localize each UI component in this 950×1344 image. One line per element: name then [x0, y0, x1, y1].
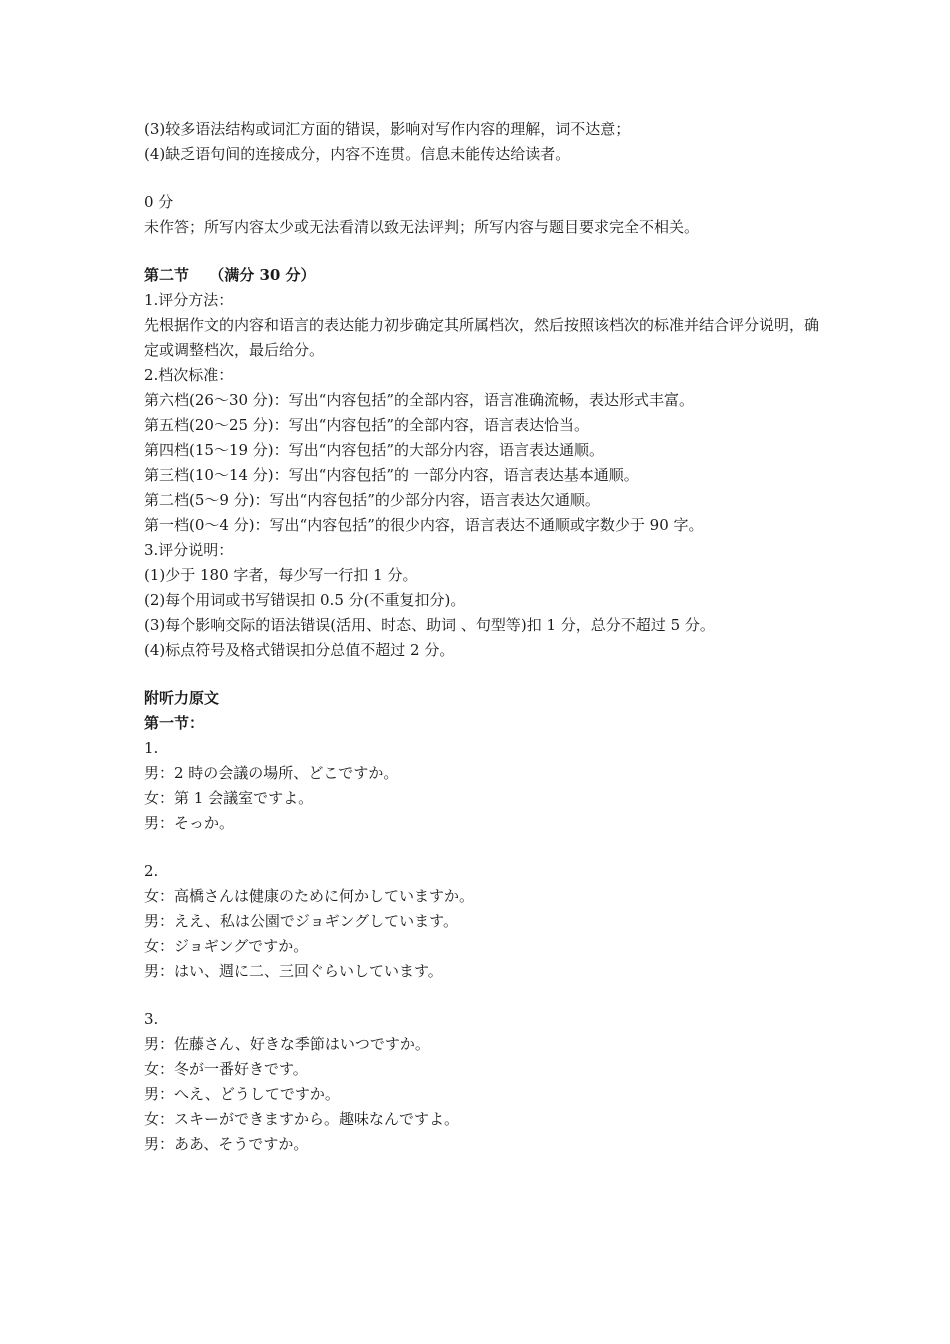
- dialogue-line: 女：スキーができますから。趣味なんですよ。: [144, 1110, 460, 1128]
- zero-score-desc: 未作答；所写内容太少或无法看清以致无法评判；所写内容与题目要求完全不相关。: [144, 218, 700, 236]
- note-2: (2)每个用词或书写错误扣 0.5 分(不重复扣分)。: [144, 591, 466, 609]
- note-1: (1)少于 180 字者，每少写一行扣 1 分。: [144, 566, 418, 584]
- document-page: [144, 117, 824, 1157]
- dialogue-3: [144, 1007, 824, 1157]
- levels-title: 2.档次标准：: [144, 366, 234, 384]
- level-3: 第三档(10～14 分)：写出“内容包括”的 一部分内容，语言表达基本通顺。: [144, 466, 639, 484]
- dialogue-line: 女：ジョギングですか。: [144, 937, 309, 955]
- zero-score-title: 0 分: [144, 193, 174, 211]
- section2-heading: 第二节 （满分 30 分）: [144, 266, 316, 284]
- dialogue-line: 男：はい、週に二、三回ぐらいしています。: [144, 962, 443, 980]
- level-5: 第五档(20～25 分)：写出“内容包括”的全部内容，语言表达恰当。: [144, 416, 589, 434]
- criteria-line-3: (3)较多语法结构或词汇方面的错误，影响对写作内容的理解，词不达意；: [144, 120, 631, 138]
- level-6: 第六档(26～30 分)：写出“内容包括”的全部内容，语言准确流畅，表达形式丰富。: [144, 391, 694, 409]
- dialogue-2: [144, 859, 824, 984]
- note-3: (3)每个影响交际的语法错误(活用、时态、助词 、句型等)扣 1 分，总分不超过 5 分。: [144, 616, 715, 634]
- dialogue-line: 女：第 1 会議室ですよ。: [144, 789, 314, 807]
- dialogue-1: [144, 736, 824, 836]
- criteria-line-4: (4)缺乏语句间的连接成分，内容不连贯。信息未能传达给读者。: [144, 145, 571, 163]
- method-title: 1.评分方法：: [144, 291, 234, 309]
- dialogue-line: 男：ああ、そうですか。: [144, 1135, 309, 1153]
- notes-title: 3.评分说明：: [144, 541, 234, 559]
- dialogue-line: 男：へえ、どうしてですか。: [144, 1085, 340, 1103]
- listening-section-title: 第一节：: [144, 714, 205, 732]
- listening-title: 附听力原文: [144, 689, 220, 707]
- dialogue-line: 男：佐藤さん、好きな季節はいつですか。: [144, 1035, 430, 1053]
- dialogue-line: 男：そっか。: [144, 814, 235, 832]
- dialogue-number: 1.: [144, 739, 159, 757]
- dialogue-line: 女：高橋さんは健康のために何かしていますか。: [144, 887, 475, 905]
- level-4: 第四档(15～19 分)：写出“内容包括”的大部分内容，语言表达通顺。: [144, 441, 604, 459]
- dialogue-line: 女：冬が一番好きです。: [144, 1060, 308, 1078]
- method-text: 先根据作文的内容和语言的表达能力初步确定其所属档次，然后按照该档次的标准并结合评分说明，确定或调整档次，最后给分。: [144, 316, 820, 359]
- dialogue-number: 2.: [144, 862, 159, 880]
- dialogue-line: 男：ええ、私は公園でジョギングしています。: [144, 912, 458, 930]
- dialogue-line: 男：2 時の会議の場所、どこですか。: [144, 764, 399, 782]
- note-4: (4)标点符号及格式错误扣分总值不超过 2 分。: [144, 641, 455, 659]
- level-2: 第二档(5～9 分)：写出“内容包括”的少部分内容，语言表达欠通顺。: [144, 491, 600, 509]
- dialogue-number: 3.: [144, 1010, 159, 1028]
- level-1: 第一档(0～4 分)：写出“内容包括”的很少内容，语言表达不通顺或字数少于 90 字。: [144, 516, 704, 534]
